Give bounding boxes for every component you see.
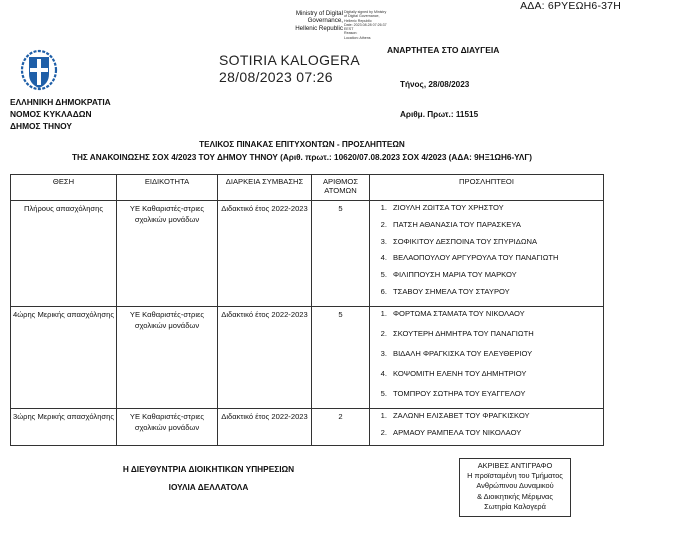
cell-hires — [370, 201, 604, 307]
cell-specialty: ΥΕ Καθαριστές-στριες σχολικών μονάδων — [117, 409, 218, 446]
cell-hires — [370, 409, 604, 446]
document-title: ΤΕΛΙΚΟΣ ΠΙΝΑΚΑΣ ΕΠΙΤΥΧΟΝΤΩΝ - ΠΡΟΣΛΗΠΤΕΩΝ — [199, 140, 405, 149]
hire-name: ΒΙΔΑΛΗ ΦΡΑΓΚΙΣΚΑ ΤΟΥ ΕΛΕΥΘΕΡΙΟΥ — [393, 349, 533, 358]
posted-label: ΑΝΑΡΤΗΤΕΑ ΣΤΟ ΔΙΑΥΓΕΙΑ — [387, 45, 500, 55]
cell-count: 5 — [312, 201, 370, 307]
signer-block — [219, 52, 360, 86]
col-header-duration: ΔΙΑΡΚΕΙΑ ΣΥΜΒΑΣΗΣ — [218, 175, 312, 201]
director-name: ΙΟΥΛΙΑ ΔΕΛΛΑΤΟΛΑ — [168, 482, 249, 492]
issuing-authority — [10, 96, 111, 132]
signature-detail-line: of Digital Governance, — [344, 14, 380, 19]
list-item: 1. ΖΑΛΩΝΗ ΕΛΙΣΑΒΕΤ ΤΟΥ ΦΡΑΓΚΙΣΚΟΥ — [380, 411, 530, 420]
signature-detail-line: Reason: — [344, 31, 358, 36]
hire-name: ΦΙΛΙΠΠΟΥΣΗ ΜΑΡΙΑ ΤΟΥ ΜΑΡΚΟΥ — [393, 270, 517, 280]
authority-line: ΕΛΛΗΝΙΚΗ ΔΗΜΟΚΡΑΤΙΑ — [10, 97, 111, 107]
copy-line: ΑΚΡΙΒΕΣ ΑΝΤΙΓΡΑΦΟ — [477, 461, 553, 470]
hire-name: ΒΕΛΑΟΠΟΥΛΟΥ ΑΡΓΥΡΟΥΛΑ ΤΟΥ ΠΑΝΑΓΙΩΤΗ — [393, 253, 559, 263]
signature-label-line: Governance, — [307, 17, 343, 25]
table-row — [11, 409, 604, 446]
signature-label-line: Ministry of Digital — [295, 10, 343, 17]
cell-position: 4ώρης Μερικής απασχόλησης — [11, 307, 117, 409]
cell-duration: Διδακτικό έτος 2022-2023 — [218, 307, 312, 409]
authority-line: ΔΗΜΟΣ ΤΗΝΟΥ — [10, 121, 72, 131]
hire-name: ΑΡΜΑΟΥ ΡΑΜΠΕΛΑ ΤΟΥ ΝΙΚΟΛΑΟΥ — [393, 427, 522, 437]
table-row — [11, 307, 604, 409]
cell-hires — [370, 307, 604, 409]
copy-line: Σωτηρία Καλογερά — [484, 501, 546, 511]
col-header-specialty: ΕΙΔΙΚΟΤΗΤΑ — [117, 175, 218, 201]
hire-name: ΣΚΟΥΤΕΡΗ ΔΗΜΗΤΡΑ ΤΟΥ ΠΑΝΑΓΙΩΤΗ — [393, 329, 534, 338]
hire-name: ΤΣΑΒΟΥ ΣΗΜΕΛΑ ΤΟΥ ΣΤΑΥΡΟΥ — [393, 286, 510, 296]
protocol-number: Αριθμ. Πρωτ.: 11515 — [400, 110, 479, 119]
list-item: 3. ΒΙΔΑΛΗ ΦΡΑΓΚΙΣΚΑ ΤΟΥ ΕΛΕΥΘΕΡΙΟΥ — [380, 349, 533, 358]
cell-count: 5 — [312, 307, 370, 409]
ada-code-top: ΑΔΑ: 6ΡΥΕΩΗ6-37Η — [520, 0, 621, 12]
certified-copy-box — [459, 458, 571, 517]
list-item: 2. ΠΑΤΣΗ ΑΘΑΝΑΣΙΑ ΤΟΥ ΠΑΡΑΣΚΕΥΑ — [380, 219, 521, 229]
list-item: 5. ΤΟΜΠΡΟΥ ΣΩΤΗΡΑ ΤΟΥ ΕΥΑΓΓΕΛΟΥ — [380, 389, 526, 398]
copy-line: Ανθρώπινου Δυναμικού — [476, 481, 554, 491]
signer-datetime: 28/08/2023 07:26 — [219, 69, 333, 85]
col-header-position: ΘΕΣΗ — [11, 175, 117, 201]
hire-name: ΖΑΛΩΝΗ ΕΛΙΣΑΒΕΤ ΤΟΥ ΦΡΑΓΚΙΣΚΟΥ — [393, 411, 530, 420]
signature-label — [285, 10, 343, 32]
list-item: 4. ΚΟΨΟΜΙΤΗ ΕΛΕΝΗ ΤΟΥ ΔΗΜΗΤΡΙΟΥ — [380, 369, 527, 378]
copy-line: & Διοικητικής Μέριμνας — [477, 491, 553, 501]
col-header-hires: ΠΡΟΣΛΗΠΤΕΟΙ — [370, 175, 604, 201]
col-header-count: ΑΡΙΘΜΟΣ ΑΤΟΜΩΝ — [312, 175, 370, 201]
signature-detail-line: Location: Athens — [344, 35, 371, 40]
hire-name: ΣΟΦΙΚΙΤΟΥ ΔΕΣΠΟΙΝΑ ΤΟΥ ΣΠΥΡΙΔΩΝΑ — [393, 236, 538, 246]
hire-name: ΠΑΤΣΗ ΑΘΑΝΑΣΙΑ ΤΟΥ ΠΑΡΑΣΚΕΥΑ — [393, 219, 521, 229]
hire-name: ΖΙΟΥΛΗ ΖΩΙΤΣΑ ΤΟΥ ΧΡΗΣΤΟΥ — [393, 203, 504, 212]
director-title: Η ΔΙΕΥΘΥΝΤΡΙΑ ΔΙΟΙΚΗΤΙΚΩΝ ΥΠΗΡΕΣΙΩΝ — [122, 464, 295, 474]
place-date: Τήνος, 28/08/2023 — [400, 80, 470, 89]
signature-label-line: Hellenic Republic — [295, 24, 343, 32]
cell-duration: Διδακτικό έτος 2022-2023 — [218, 201, 312, 307]
list-item: 6. ΤΣΑΒΟΥ ΣΗΜΕΛΑ ΤΟΥ ΣΤΑΥΡΟΥ — [380, 286, 510, 296]
list-item: 4. ΒΕΛΑΟΠΟΥΛΟΥ ΑΡΓΥΡΟΥΛΑ ΤΟΥ ΠΑΝΑΓΙΩΤΗ — [380, 253, 559, 263]
document-subtitle: ΤΗΣ ΑΝΑΚΟΙΝΩΣΗΣ ΣΟΧ 4/2023 ΤΟΥ ΔΗΜΟΥ ΤΗΝΟΥ (Αριθ. πρωτ.: 10620/07.08.2023 ΣΟΧ 4/2023 (ΑΔΑ: 9ΗΞ1ΩΗ6-ΥΛΓ) — [71, 153, 532, 162]
results-table — [10, 174, 604, 446]
greek-emblem-icon — [17, 48, 61, 92]
hire-name: ΤΟΜΠΡΟΥ ΣΩΤΗΡΑ ΤΟΥ ΕΥΑΓΓΕΛΟΥ — [393, 389, 526, 398]
signer-name: SOTIRIA KALOGERA — [219, 52, 360, 68]
list-item: 1. ΖΙΟΥΛΗ ΖΩΙΤΣΑ ΤΟΥ ΧΡΗΣΤΟΥ — [380, 203, 504, 212]
table-row — [11, 201, 604, 307]
list-item: 1. ΦΟΡΤΩΜΑ ΣΤΑΜΑΤΑ ΤΟΥ ΝΙΚΟΛΑΟΥ — [380, 309, 525, 318]
cell-position: Πλήρους απασχόλησης — [11, 201, 117, 307]
cell-duration: Διδακτικό έτος 2022-2023 — [218, 409, 312, 446]
cell-specialty: ΥΕ Καθαριστές-στριες σχολικών μονάδων — [117, 201, 218, 307]
signature-details — [344, 10, 387, 40]
hire-name: ΦΟΡΤΩΜΑ ΣΤΑΜΑΤΑ ΤΟΥ ΝΙΚΟΛΑΟΥ — [393, 309, 525, 318]
copy-line: Η προϊσταμένη του Τμήματος — [467, 471, 563, 481]
signature-detail-line: Date: 2023.08.28 07:26:37 — [344, 22, 387, 27]
list-item: 2. ΑΡΜΑΟΥ ΡΑΜΠΕΛΑ ΤΟΥ ΝΙΚΟΛΑΟΥ — [380, 427, 522, 437]
signature-detail-line: Hellenic Republic — [344, 18, 372, 23]
list-item: 3. ΣΟΦΙΚΙΤΟΥ ΔΕΣΠΟΙΝΑ ΤΟΥ ΣΠΥΡΙΔΩΝΑ — [380, 236, 538, 246]
table-header-row — [11, 175, 604, 201]
list-item: 2. ΣΚΟΥΤΕΡΗ ΔΗΜΗΤΡΑ ΤΟΥ ΠΑΝΑΓΙΩΤΗ — [380, 329, 534, 338]
signature-detail-line: EEST — [344, 27, 354, 32]
signature-detail-line: Digitally signed by Ministry — [344, 10, 387, 14]
cell-specialty: ΥΕ Καθαριστές-στριες σχολικών μονάδων — [117, 307, 218, 409]
cell-count: 2 — [312, 409, 370, 446]
hire-name: ΚΟΨΟΜΙΤΗ ΕΛΕΝΗ ΤΟΥ ΔΗΜΗΤΡΙΟΥ — [393, 369, 527, 378]
list-item: 5. ΦΙΛΙΠΠΟΥΣΗ ΜΑΡΙΑ ΤΟΥ ΜΑΡΚΟΥ — [380, 270, 517, 280]
authority-line: ΝΟΜΟΣ ΚΥΚΛΑΔΩΝ — [10, 109, 92, 119]
cell-position: 3ώρης Μερικής απασχόλησης — [11, 409, 117, 446]
